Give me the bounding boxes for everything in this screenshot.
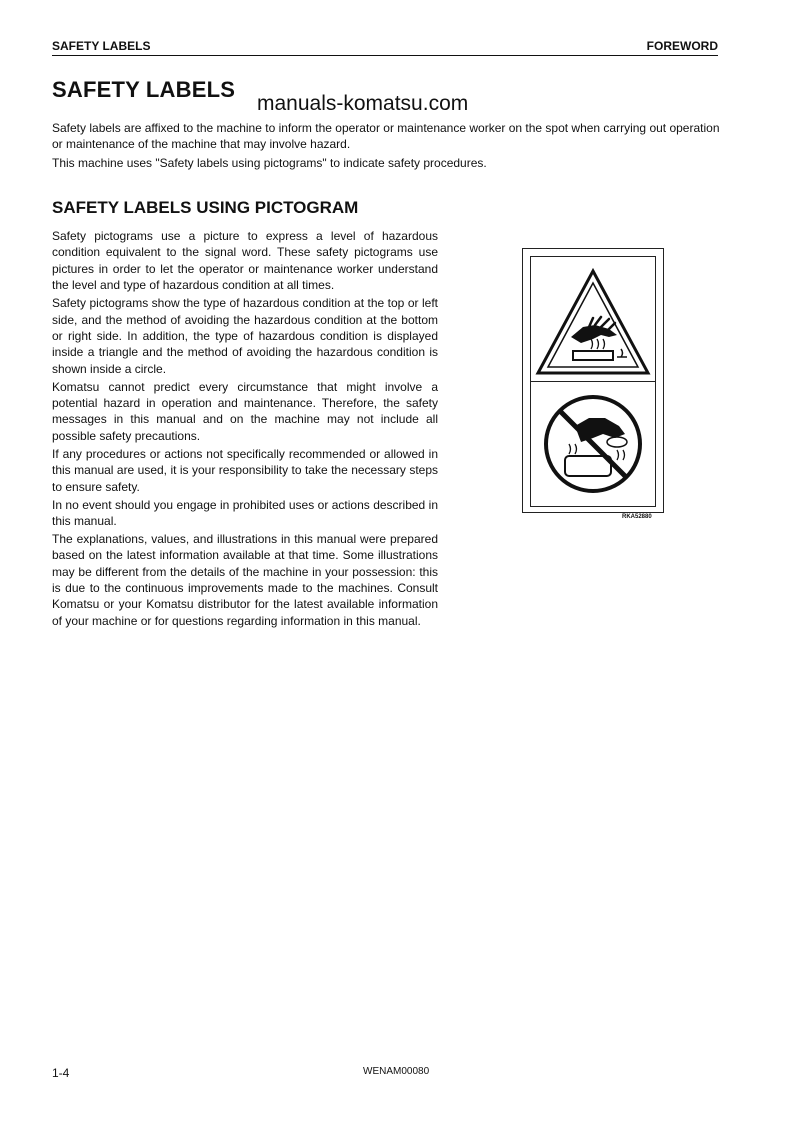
body-paragraph: If any procedures or actions not specifically recommended or allowed in this manual are used, it is your responsibility to take the necessary steps to ensure safety. — [52, 446, 438, 494]
page-number: 1-4 — [52, 1066, 70, 1080]
avoidance-panel — [530, 381, 656, 507]
page-title: SAFETY LABELS — [52, 77, 236, 102]
body-paragraph: In no event should you engage in prohibited uses or actions described in this manual. — [52, 497, 438, 528]
body-paragraph: Safety pictograms use a picture to express a level of hazardous condition equivalent to the signal word. These safety pictograms use pictures in order to let the operator or maintenance worker understand the level and type of hazardous condition at all times. — [52, 229, 438, 293]
intro-paragraph: This machine uses "Safety labels using pictograms" to indicate safety procedures. — [52, 155, 487, 170]
body-paragraph: Safety pictograms show the type of hazardous condition at the top or left side, and the method of avoiding the hazardous condition at the bottom or right side. In addition, the type of hazardous condition is displayed inside a triangle and the method of avoiding the hazardous condition is shown inside a circle. — [52, 296, 438, 376]
body-paragraph: Komatsu cannot predict every circumstance that might involve a potential hazard in operation and maintenance. Therefore, the safety messages in this manual and on the machine may not include all possible safety precautions. — [52, 379, 438, 443]
intro-text — [52, 120, 722, 173]
figure-code: RKA52880 — [622, 514, 652, 520]
document-code: WENAM00080 — [363, 1066, 430, 1077]
hazard-panel — [530, 256, 656, 381]
header-chapter-title: FOREWORD — [646, 39, 718, 53]
hazard-triangle-icon — [531, 257, 655, 381]
header-section-title: SAFETY LABELS — [52, 39, 151, 53]
intro-paragraph: Safety labels are affixed to the machine to inform the operator or maintenance worker on the spot when carrying out operation or maintenance of the machine that may involve hazard. — [52, 121, 720, 152]
section-heading: SAFETY LABELS USING PICTOGRAM — [52, 198, 359, 217]
body-paragraph: The explanations, values, and illustrations in this manual were prepared based on the latest information available at that time. Some illustrations may be different from the details of the machine in your possession: this is due to the continuous improvements made to the machines. Consult Komatsu or your Komatsu distributor for the latest available information of your machine or for questions regarding information in this manual. — [52, 531, 438, 628]
safety-pictogram-figure — [522, 248, 664, 513]
section-body — [52, 228, 438, 631]
page-header — [52, 38, 718, 56]
prohibition-circle-icon — [531, 382, 655, 506]
watermark-text: manuals-komatsu.com — [257, 92, 469, 115]
